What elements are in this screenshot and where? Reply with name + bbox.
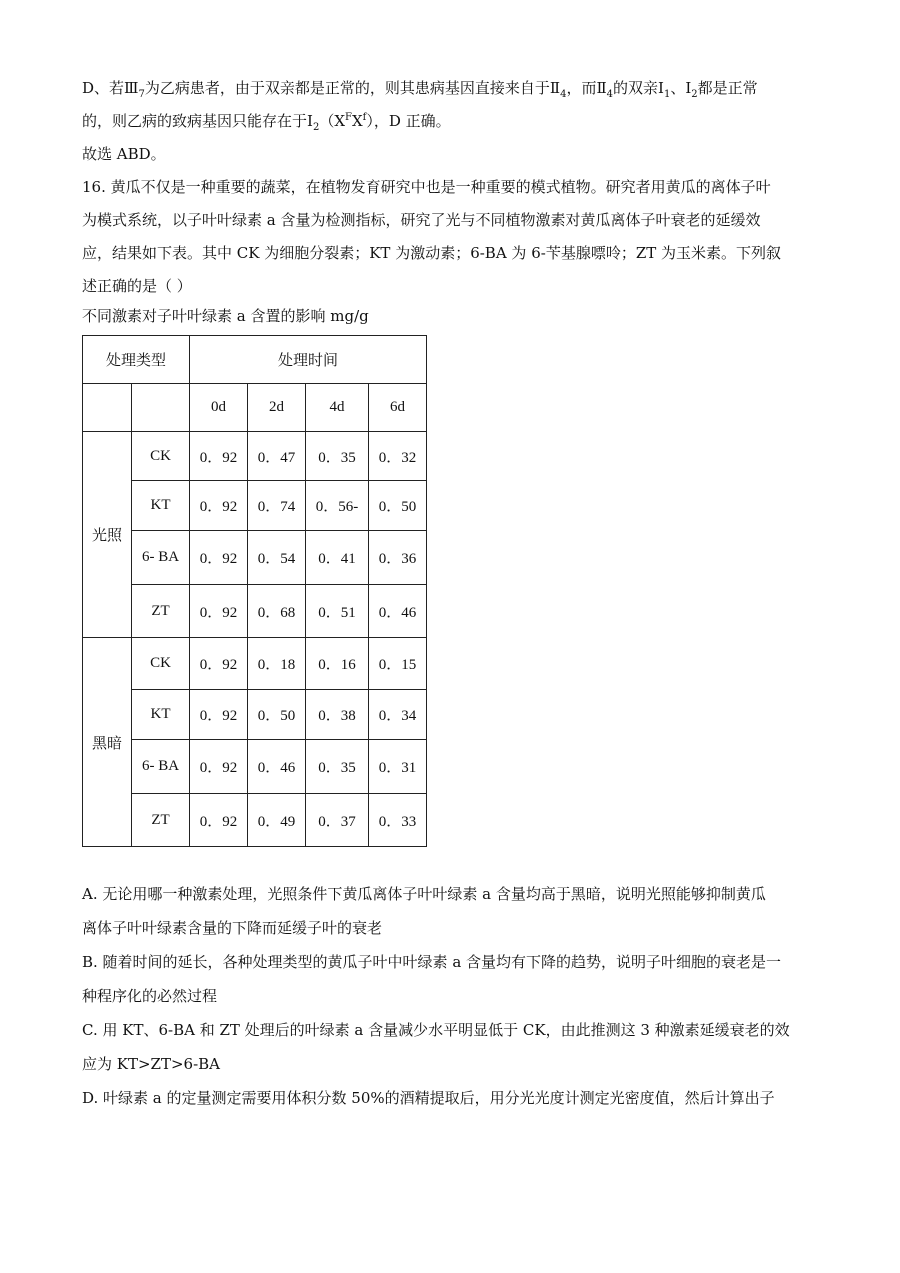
table-row bbox=[83, 794, 427, 847]
treatment-cell: 6- BA bbox=[132, 740, 190, 794]
table-row bbox=[83, 432, 427, 481]
day-header: 2d bbox=[248, 384, 306, 432]
answer-line-1: D、若$Ⅲ_7$为乙病患者，由于双亲都是正常的，则其患病基因直接来自于$Ⅱ_4$，而$Ⅱ_4$的双亲$Ⅰ_1$、$Ⅰ_2$都是正常 bbox=[82, 79, 758, 100]
value-cell: 0．92 bbox=[190, 740, 248, 794]
answer-options bbox=[82, 877, 822, 1115]
value-cell: 0．31 bbox=[369, 740, 427, 794]
value-cell: 0．47 bbox=[248, 432, 306, 481]
option-d-line-1: D. 叶绿素 a 的定量测定需要用体积分数 50%的酒精提取后，用分光光度计测定光密度值，然后计算出子 bbox=[82, 1089, 775, 1107]
value-cell: 0．49 bbox=[248, 794, 306, 847]
table-row bbox=[83, 740, 427, 794]
value-cell: 0．54 bbox=[248, 531, 306, 585]
question-line-1: 16. 黄瓜不仅是一种重要的蔬菜，在植物发育研究中也是一种重要的模式植物。研究者用黄瓜的离体子叶 bbox=[82, 178, 771, 196]
days-row bbox=[83, 384, 427, 432]
empty-cell bbox=[132, 384, 190, 432]
table-row bbox=[83, 638, 427, 690]
value-cell: 0．16 bbox=[306, 638, 369, 690]
question-line-4: 述正确的是（ ） bbox=[82, 277, 192, 295]
value-cell: 0．46 bbox=[369, 585, 427, 638]
value-cell: 0．51 bbox=[306, 585, 369, 638]
value-cell: 0．92 bbox=[190, 638, 248, 690]
day-header: 4d bbox=[306, 384, 369, 432]
value-cell: 0．92 bbox=[190, 531, 248, 585]
table-row bbox=[83, 481, 427, 531]
value-cell: 0．35 bbox=[306, 432, 369, 481]
value-cell: 0．32 bbox=[369, 432, 427, 481]
treatment-cell: 6- BA bbox=[132, 531, 190, 585]
value-cell: 0．92 bbox=[190, 481, 248, 531]
value-cell: 0．38 bbox=[306, 690, 369, 740]
treatment-cell: CK bbox=[132, 432, 190, 481]
value-cell: 0．74 bbox=[248, 481, 306, 531]
chlorophyll-table bbox=[82, 335, 427, 847]
header-treatment-time: 处理时间 bbox=[190, 336, 427, 384]
value-cell: 0．68 bbox=[248, 585, 306, 638]
value-cell: 0．37 bbox=[306, 794, 369, 847]
value-cell: 0．92 bbox=[190, 432, 248, 481]
condition-cell: 黑暗 bbox=[83, 638, 132, 847]
value-cell: 0．56- bbox=[306, 481, 369, 531]
value-cell: 0．50 bbox=[369, 481, 427, 531]
treatment-cell: KT bbox=[132, 481, 190, 531]
treatment-cell: CK bbox=[132, 638, 190, 690]
day-header: 6d bbox=[369, 384, 427, 432]
option-c-line-2: 应为 KT>ZT>6-BA bbox=[82, 1055, 221, 1073]
value-cell: 0．92 bbox=[190, 585, 248, 638]
value-cell: 0．50 bbox=[248, 690, 306, 740]
treatment-cell: ZT bbox=[132, 585, 190, 638]
question-line-2: 为模式系统，以子叶叶绿素 a 含量为检测指标，研究了光与不同植物激素对黄瓜离体子叶衰老的延缓效 bbox=[82, 211, 761, 229]
condition-cell: 光照 bbox=[83, 432, 132, 638]
option-b-line-2: 种程序化的必然过程 bbox=[82, 987, 218, 1005]
previous-answer bbox=[82, 72, 822, 171]
table-caption: 不同激素对子叶叶绿素 a 含置的影响 mg/g bbox=[82, 307, 369, 325]
treatment-cell: KT bbox=[132, 690, 190, 740]
value-cell: 0．33 bbox=[369, 794, 427, 847]
option-a-line-1: A. 无论用哪一种激素处理，光照条件下黄瓜离体子叶叶绿素 a 含量均高于黑暗，说明光照能够抑制黄瓜 bbox=[82, 885, 766, 903]
table-row bbox=[83, 690, 427, 740]
value-cell: 0．34 bbox=[369, 690, 427, 740]
value-cell: 0．41 bbox=[306, 531, 369, 585]
table-row bbox=[83, 585, 427, 638]
day-header: 0d bbox=[190, 384, 248, 432]
value-cell: 0．15 bbox=[369, 638, 427, 690]
question-line-3: 应，结果如下表。其中 CK 为细胞分裂素；KT 为激动素；6-BA 为 6-苄基腺嘌呤；ZT 为玉米素。下列叙 bbox=[82, 244, 782, 262]
answer-line-2: 的，则乙病的致病基因只能存在于$Ⅰ_2(X^FX^f)$，D 正确。 bbox=[82, 112, 451, 133]
value-cell: 0．36 bbox=[369, 531, 427, 585]
value-cell: 0．35 bbox=[306, 740, 369, 794]
value-cell: 0．46 bbox=[248, 740, 306, 794]
option-a-line-2: 离体子叶叶绿素含量的下降而延缓子叶的衰老 bbox=[82, 919, 383, 937]
treatment-cell: ZT bbox=[132, 794, 190, 847]
option-c-line-1: C. 用 KT、6-BA 和 ZT 处理后的叶绿素 a 含量减少水平明显低于 CK，由此推测这 3 种激素延缓衰老的效 bbox=[82, 1021, 790, 1039]
value-cell: 0．92 bbox=[190, 690, 248, 740]
header-treatment-type: 处理类型 bbox=[83, 336, 190, 384]
table-row bbox=[83, 531, 427, 585]
value-cell: 0．18 bbox=[248, 638, 306, 690]
empty-cell bbox=[83, 384, 132, 432]
option-b-line-1: B. 随着时间的延长，各种处理类型的黄瓜子叶中叶绿素 a 含量均有下降的趋势，说明子叶细胞的衰老是一 bbox=[82, 953, 782, 971]
document-page bbox=[82, 72, 822, 1115]
header-row bbox=[83, 336, 427, 384]
answer-conclusion: 故选 ABD。 bbox=[82, 145, 166, 163]
question-16 bbox=[82, 171, 822, 303]
value-cell: 0．92 bbox=[190, 794, 248, 847]
